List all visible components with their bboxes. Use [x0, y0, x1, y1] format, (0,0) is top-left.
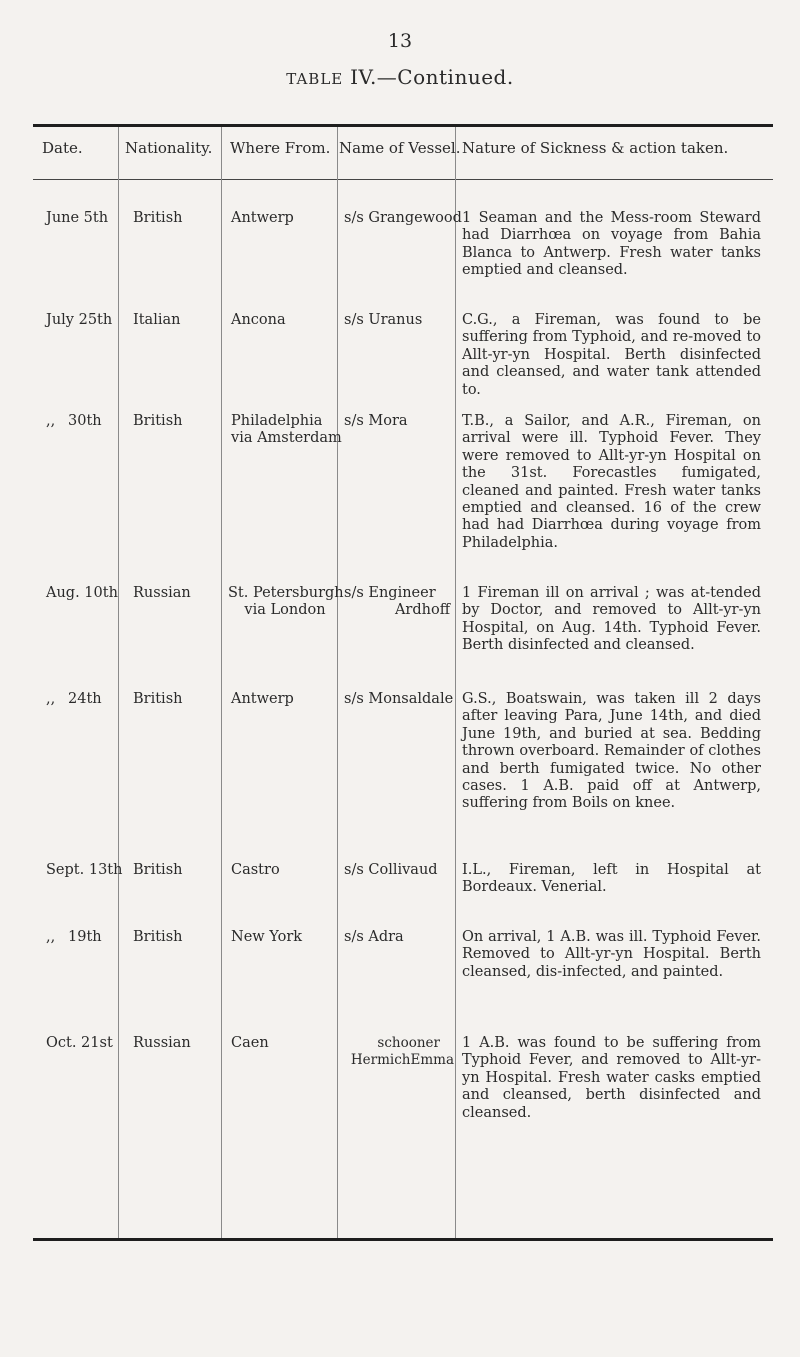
nationality-cell: Russian	[133, 1035, 191, 1051]
vessel-cell: schooner HermichEmma	[350, 1035, 454, 1069]
nature-cell: I.L., Fireman, left in Hospital at Bordeaux. Venerial.	[462, 862, 761, 896]
nature-cell: 1 A.B. was found to be suffering from Typhoid Fever, and removed to Allt-yr-yn Hospital. Fresh water casks emptied and cleansed, berth disinfected and cleansed.	[462, 1035, 761, 1121]
vessel-cell: s/s Collivaud	[344, 862, 438, 878]
header-rule	[33, 179, 773, 180]
header-nature: Nature of Sickness & action taken.	[462, 139, 729, 157]
header-where-from: Where From.	[230, 139, 331, 157]
nationality-cell: Italian	[133, 312, 181, 328]
nationality-cell: British	[133, 413, 183, 429]
header-nationality: Nationality.	[125, 139, 213, 157]
header-date: Date.	[42, 139, 83, 157]
where-from-cell: Antwerp	[231, 210, 294, 226]
column-divider	[221, 127, 222, 1238]
nationality-cell: British	[133, 210, 183, 226]
date-cell: ,, 30th	[46, 413, 102, 429]
vessel-cell: s/s Adra	[344, 929, 404, 945]
page-number: 13	[387, 30, 413, 52]
vessel-cell: s/s Monsaldale	[344, 691, 454, 707]
date-cell: Oct. 21st	[46, 1035, 113, 1051]
nature-cell: On arrival, 1 A.B. was ill. Typhoid Fever. Removed to Allt-yr-yn Hospital. Berth cleansed, dis-infected, and painted.	[462, 929, 761, 980]
nature-cell: C.G., a Fireman, was found to be suffering from Typhoid, and re-moved to Allt-yr-yn Hospital. Berth disinfected and cleansed, and water tank attended to.	[462, 312, 761, 398]
column-divider	[337, 127, 338, 1238]
nationality-cell: British	[133, 691, 183, 707]
where-from-cell: Castro	[231, 862, 280, 878]
where-from-cell: Antwerp	[231, 691, 294, 707]
date-cell: June 5th	[46, 210, 109, 226]
vessel-cell: s/s Uranus	[344, 312, 423, 328]
date-cell: ,, 24th	[46, 691, 102, 707]
title-word: TABLE	[286, 70, 344, 88]
vessel-cell: s/s Engineer Ardhoff	[344, 585, 450, 619]
where-from-cell: New York	[231, 929, 303, 945]
column-divider	[455, 127, 456, 1238]
nationality-cell: British	[133, 862, 183, 878]
header-vessel: Name of Vessel.	[339, 139, 461, 157]
nature-cell: 1 Fireman ill on arrival ; was at-tended by Doctor, and removed to Allt-yr-yn Hospital, on Aug. 14th. Typhoid Fever. Berth disinfected and cleansed.	[462, 585, 761, 654]
where-from-cell: St. Petersburgh via London	[228, 585, 344, 619]
date-cell: Aug. 10th	[46, 585, 118, 601]
nationality-cell: British	[133, 929, 183, 945]
vessel-cell: s/s Mora	[344, 413, 408, 429]
nationality-cell: Russian	[133, 585, 191, 601]
title-rest: IV.—Continued.	[350, 65, 514, 89]
vessel-cell: s/s Grangewood	[344, 210, 462, 226]
where-from-cell: Caen	[231, 1035, 269, 1051]
table-top-rule	[33, 124, 773, 127]
where-from-cell: Ancona	[231, 312, 286, 328]
column-divider	[118, 127, 119, 1238]
date-cell: July 25th	[46, 312, 113, 328]
table-bottom-rule	[33, 1238, 773, 1241]
nature-cell: T.B., a Sailor, and A.R., Fireman, on arrival were ill. Typhoid Fever. They were removed to Allt-yr-yn Hospital on the 31st. Forecastles fumigated, cleaned and painted. Fresh water tanks emptied and cleansed. 16 of the crew had had Diarrhœa during voyage from Philadelphia.	[462, 413, 761, 551]
nature-cell: G.S., Boatswain, was taken ill 2 days after leaving Para, June 14th, and died June 19th, and buried at sea. Bedding thrown overboard. Remainder of clothes and berth fumigated twice. No other cases. 1 A.B. paid off at Antwerp, suffering from Boils on knee.	[462, 691, 761, 812]
date-cell: ,, 19th	[46, 929, 102, 945]
table-title	[0, 65, 800, 89]
where-from-cell: Philadelphia via Amsterdam	[231, 413, 342, 447]
date-cell: Sept. 13th	[46, 862, 123, 878]
nature-cell: 1 Seaman and the Mess-room Steward had Diarrhœa on voyage from Bahia Blanca to Antwerp. Fresh water tanks emptied and cleansed.	[462, 210, 761, 279]
